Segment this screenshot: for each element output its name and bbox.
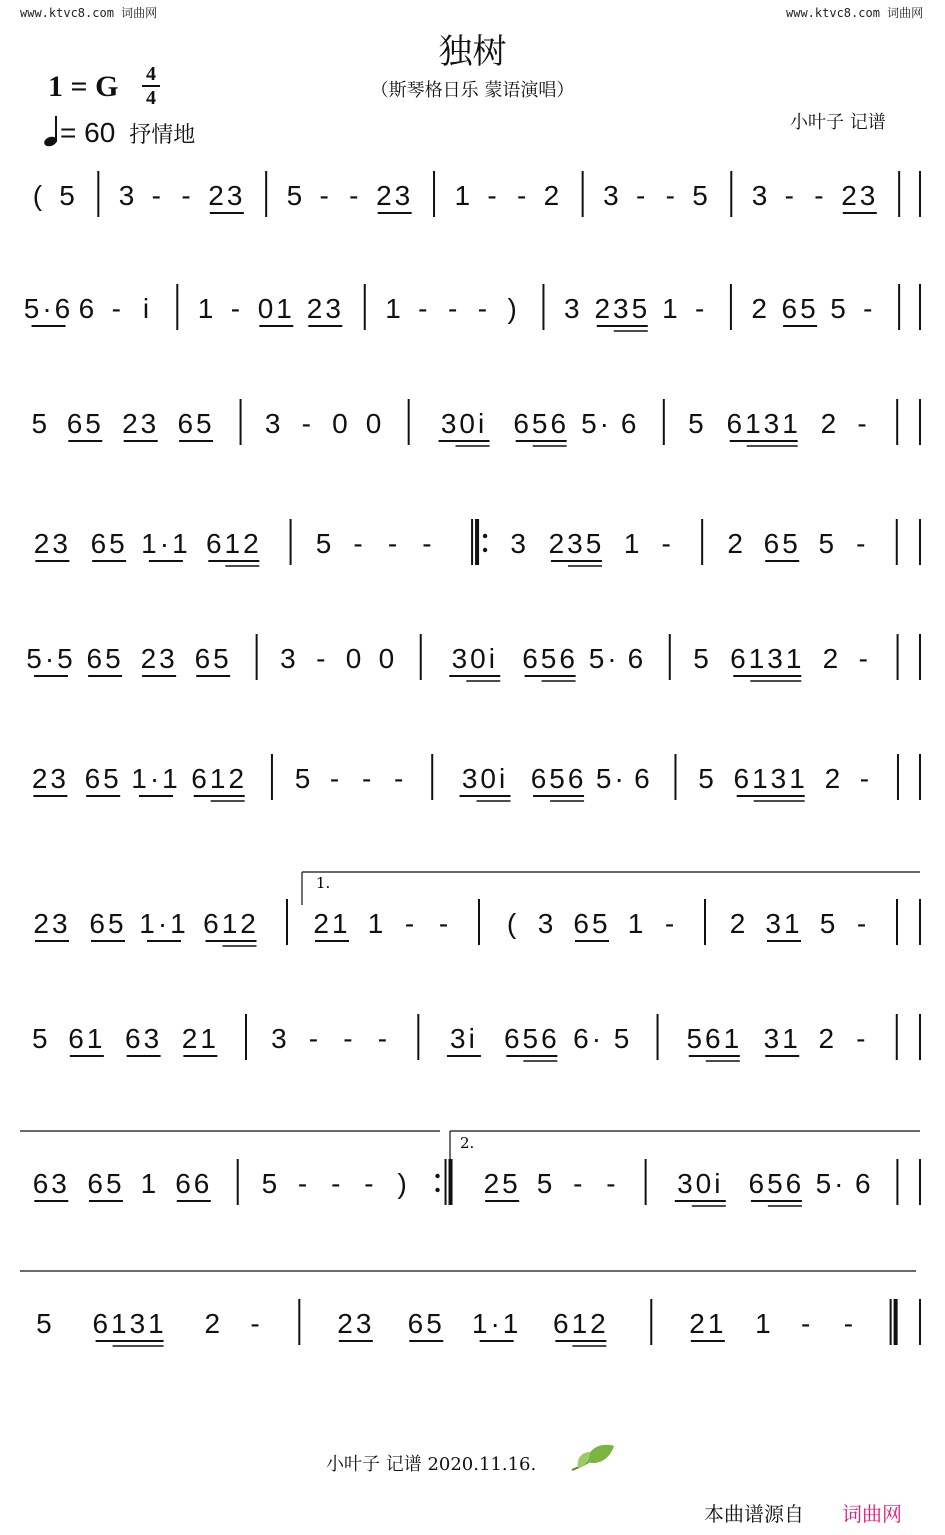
score-note: - bbox=[319, 180, 332, 211]
score-note: - bbox=[250, 1308, 263, 1339]
score-note: - bbox=[856, 908, 870, 939]
score-note: 2 bbox=[820, 408, 840, 439]
key-signature: 1 = G bbox=[48, 70, 119, 103]
score-note: - bbox=[661, 528, 674, 559]
score-note: 65 bbox=[89, 908, 127, 939]
score-note: 3 bbox=[563, 293, 583, 324]
score-note: 235 bbox=[548, 528, 605, 559]
score-note: 65 bbox=[86, 643, 124, 674]
score-note: - bbox=[418, 293, 431, 324]
score-note: 63 bbox=[32, 1168, 70, 1199]
score-note: - bbox=[387, 528, 401, 559]
score-note: - bbox=[361, 763, 375, 794]
score-note: 1 bbox=[755, 1308, 774, 1339]
score-note: 5 bbox=[286, 180, 306, 211]
score-note: 2 bbox=[824, 763, 844, 794]
score-note: - bbox=[477, 293, 491, 324]
score-note: 235 bbox=[594, 293, 651, 324]
score-note: i bbox=[142, 293, 153, 324]
score-note: 65 bbox=[87, 1168, 125, 1199]
score-note: - bbox=[843, 1308, 857, 1339]
score-note: 1 bbox=[367, 908, 387, 939]
time-signature-top: 4 bbox=[146, 63, 156, 85]
score-note: 23 bbox=[31, 763, 69, 794]
score-note: 5 bbox=[31, 408, 51, 439]
score-note: 656 bbox=[503, 1023, 560, 1054]
score-note: - bbox=[422, 528, 435, 559]
tempo-expression: 抒情地 bbox=[129, 123, 196, 148]
score-note: 1 bbox=[454, 180, 474, 211]
score-note: 2 bbox=[204, 1308, 224, 1339]
score-note: 23 bbox=[337, 1308, 375, 1339]
score-note: - bbox=[447, 293, 461, 324]
score-note: 5 bbox=[613, 1023, 633, 1054]
score-note: 1·1 bbox=[131, 763, 181, 794]
score-note: 23 bbox=[841, 180, 879, 211]
score-note: 5 bbox=[693, 643, 712, 674]
score-note: - bbox=[394, 763, 407, 794]
repeat-dot bbox=[435, 1174, 439, 1178]
score-note: 5 bbox=[692, 180, 711, 211]
score-note: 21 bbox=[181, 1023, 219, 1054]
score bbox=[20, 160, 925, 1370]
score-note: 31 bbox=[763, 1023, 801, 1054]
score-note: 65 bbox=[407, 1308, 445, 1339]
score-note: 3 bbox=[280, 643, 299, 674]
score-note: 0 bbox=[365, 408, 385, 439]
score-note: 5 bbox=[261, 1168, 281, 1199]
score-note: 3 bbox=[751, 180, 771, 211]
score-note: 65 bbox=[177, 408, 215, 439]
score-note: 3 bbox=[603, 180, 622, 211]
score-note: - bbox=[404, 908, 418, 939]
score-note: 1 bbox=[623, 528, 643, 559]
score-note: 5 bbox=[315, 528, 335, 559]
score-note: 612 bbox=[553, 1308, 609, 1339]
score-note: - bbox=[573, 1168, 586, 1199]
score-note: 1·1 bbox=[139, 908, 189, 939]
source-label: 本曲谱源自 bbox=[704, 1502, 804, 1526]
score-note: 23 bbox=[376, 180, 414, 211]
score-note: 612 bbox=[191, 763, 248, 794]
watermark-left: www.ktvc8.com 词曲网 bbox=[20, 6, 158, 20]
score-note: - bbox=[784, 180, 797, 211]
score-note: 561 bbox=[686, 1023, 743, 1054]
score-note: - bbox=[517, 180, 530, 211]
score-note: 6 bbox=[620, 408, 640, 439]
score-staff bbox=[20, 160, 925, 1370]
score-note: 01 bbox=[257, 293, 295, 324]
score-note: ) bbox=[507, 293, 520, 324]
song-subtitle: （斯琴格日乐 蒙语演唱） bbox=[370, 80, 575, 101]
repeat-dot bbox=[483, 548, 487, 552]
score-note: 6· bbox=[573, 1023, 605, 1054]
score-note: - bbox=[316, 643, 329, 674]
score-note: 5 bbox=[31, 1023, 51, 1054]
score-note: ( bbox=[32, 180, 46, 211]
score-note: 5·5 bbox=[26, 643, 76, 674]
score-note: 23 bbox=[208, 180, 246, 211]
transcriber: 小叶子 记谱 bbox=[790, 112, 886, 133]
score-note: 6131 bbox=[733, 763, 808, 794]
score-note: 1 bbox=[662, 293, 681, 324]
score-note: 6 bbox=[627, 643, 647, 674]
score-note: 656 bbox=[748, 1168, 805, 1199]
score-note: 3 bbox=[510, 528, 529, 559]
score-note: 66 bbox=[175, 1168, 213, 1199]
score-note: - bbox=[301, 408, 314, 439]
score-note: 612 bbox=[205, 528, 262, 559]
score-note: 656 bbox=[530, 763, 587, 794]
score-note: - bbox=[364, 1168, 377, 1199]
score-note: 6 bbox=[634, 763, 653, 794]
score-note: 30i bbox=[440, 408, 488, 439]
score-note: 3 bbox=[118, 180, 138, 211]
score-note: - bbox=[665, 180, 678, 211]
score-note: - bbox=[859, 763, 873, 794]
score-note: 5 bbox=[818, 528, 838, 559]
score-note: 2 bbox=[751, 293, 770, 324]
score-note: 1 bbox=[197, 293, 217, 324]
score-note: 5· bbox=[815, 1168, 847, 1199]
score-note: 656 bbox=[522, 643, 578, 674]
score-note: 656 bbox=[513, 408, 570, 439]
score-note: - bbox=[635, 180, 649, 211]
score-note: - bbox=[858, 643, 871, 674]
score-note: - bbox=[800, 1308, 814, 1339]
score-note: - bbox=[329, 763, 343, 794]
score-note: 65 bbox=[781, 293, 819, 324]
score-note: 30i bbox=[451, 643, 498, 674]
score-note: - bbox=[308, 1023, 322, 1054]
score-note: 5 bbox=[59, 180, 78, 211]
score-note: - bbox=[377, 1023, 391, 1054]
score-note: - bbox=[856, 1023, 869, 1054]
time-signature-bottom: 4 bbox=[146, 87, 156, 109]
score-note: - bbox=[856, 528, 869, 559]
leaf-icon bbox=[568, 1440, 616, 1476]
score-note: - bbox=[297, 1168, 311, 1199]
tempo-marking bbox=[44, 116, 195, 149]
song-title: 独树 bbox=[438, 32, 507, 72]
score-note: 2 bbox=[727, 528, 746, 559]
score-note: - bbox=[438, 908, 452, 939]
score-note: 30i bbox=[461, 763, 509, 794]
score-note: - bbox=[230, 293, 244, 324]
score-note: 61 bbox=[68, 1023, 106, 1054]
score-note: 2 bbox=[543, 180, 563, 211]
score-note: 1 bbox=[385, 293, 404, 324]
score-note: 21 bbox=[313, 908, 351, 939]
score-note: 65 bbox=[763, 528, 801, 559]
volta-1-label: 1. bbox=[316, 874, 331, 892]
score-note: - bbox=[694, 293, 708, 324]
score-note: 63 bbox=[125, 1023, 163, 1054]
score-note: 31 bbox=[765, 908, 803, 939]
score-note: ) bbox=[397, 1168, 410, 1199]
volta-2-label: 2. bbox=[460, 1134, 475, 1152]
score-note: 5 bbox=[36, 1308, 55, 1339]
repeat-dot bbox=[435, 1188, 439, 1192]
score-note: 65 bbox=[66, 408, 104, 439]
tempo-bpm: = 60 bbox=[60, 117, 116, 148]
score-note: 3 bbox=[271, 1023, 290, 1054]
score-note: 1 bbox=[140, 1168, 160, 1199]
score-note: 65 bbox=[90, 528, 128, 559]
score-note: 5 bbox=[688, 408, 707, 439]
score-note: - bbox=[487, 180, 500, 211]
score-note: 5 bbox=[819, 908, 839, 939]
score-note: 2 bbox=[818, 1023, 838, 1054]
score-note: - bbox=[606, 1168, 619, 1199]
score-note: - bbox=[664, 908, 678, 939]
score-note: 23 bbox=[122, 408, 160, 439]
score-note: 25 bbox=[483, 1168, 521, 1199]
score-note: 5 bbox=[294, 763, 314, 794]
score-note: - bbox=[863, 293, 876, 324]
score-note: 23 bbox=[140, 643, 178, 674]
score-note: 612 bbox=[203, 908, 259, 939]
score-note: 5· bbox=[581, 408, 613, 439]
score-note: - bbox=[181, 180, 194, 211]
source-site: 词曲网 bbox=[842, 1502, 902, 1526]
score-note: 21 bbox=[689, 1308, 727, 1339]
score-note: 1·1 bbox=[471, 1308, 522, 1339]
score-note: 30i bbox=[677, 1168, 724, 1199]
score-note: - bbox=[111, 293, 124, 324]
watermark-right: www.ktvc8.com 词曲网 bbox=[786, 6, 924, 20]
score-note: 6 bbox=[78, 293, 98, 324]
score-note: 23 bbox=[33, 908, 71, 939]
score-note: 5 bbox=[830, 293, 849, 324]
score-note: 1·1 bbox=[141, 528, 191, 559]
score-note: 0 bbox=[332, 408, 351, 439]
score-note: - bbox=[349, 180, 362, 211]
score-note: - bbox=[353, 528, 366, 559]
score-note: 6131 bbox=[730, 643, 805, 674]
score-note: 6131 bbox=[726, 408, 801, 439]
quarter-note-icon bbox=[44, 116, 60, 146]
score-note: 3 bbox=[264, 408, 284, 439]
footer-credit: 小叶子 记谱 2020.11.16. bbox=[326, 1454, 537, 1475]
score-note: - bbox=[814, 180, 827, 211]
score-note: ( bbox=[506, 908, 520, 939]
score-note: 1 bbox=[627, 908, 647, 939]
score-note: - bbox=[857, 408, 870, 439]
score-note: 2 bbox=[729, 908, 749, 939]
score-note: 5 bbox=[536, 1168, 556, 1199]
score-note: 5· bbox=[595, 763, 627, 794]
score-note: 23 bbox=[306, 293, 344, 324]
score-note: - bbox=[343, 1023, 356, 1054]
score-note: 3i bbox=[450, 1023, 478, 1054]
score-note: 6131 bbox=[92, 1308, 167, 1339]
score-note: 5·6 bbox=[23, 293, 74, 324]
score-note: 5· bbox=[588, 643, 620, 674]
score-note: 2 bbox=[822, 643, 842, 674]
score-note: 6 bbox=[854, 1168, 874, 1199]
score-note: 65 bbox=[194, 643, 232, 674]
score-note: 5 bbox=[698, 763, 717, 794]
score-note: - bbox=[151, 180, 164, 211]
score-note: 65 bbox=[84, 763, 122, 794]
time-signature bbox=[142, 64, 160, 108]
score-note: 3 bbox=[537, 908, 557, 939]
score-note: 23 bbox=[33, 528, 71, 559]
score-note: - bbox=[331, 1168, 344, 1199]
score-note: 0 bbox=[378, 643, 398, 674]
repeat-dot bbox=[483, 534, 487, 538]
score-note: 65 bbox=[573, 908, 611, 939]
score-note: 0 bbox=[345, 643, 365, 674]
